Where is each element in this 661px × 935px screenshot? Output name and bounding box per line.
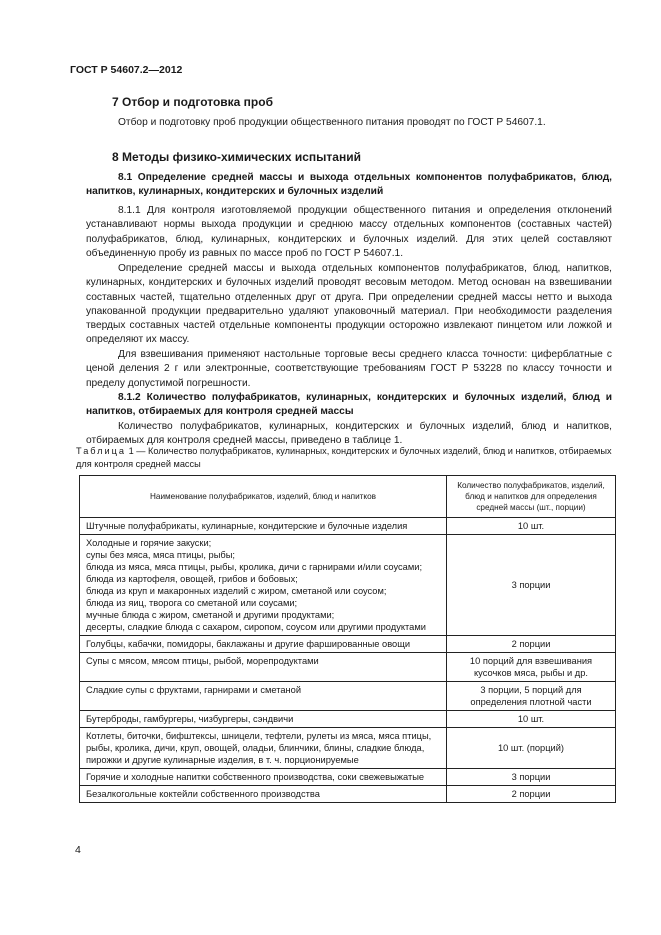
section-7-title: 7 Отбор и подготовка проб [112,95,274,109]
table-cell-name: Сладкие супы с фруктами, гарнирами и сметаной [80,682,447,711]
page-number: 4 [75,844,81,856]
table-row [80,786,616,803]
table-cell-name: Безалкогольные коктейли собственного производства [80,786,447,803]
table-row [80,728,616,769]
table-row [80,653,616,682]
table-cell-name: Голубцы, кабачки, помидоры, баклажаны и другие фаршированные овощи [80,636,447,653]
table-caption [76,445,626,471]
table-cell-quantity: 2 порции [447,636,616,653]
document-header: ГОСТ Р 54607.2—2012 [70,64,183,76]
table-row [80,682,616,711]
section-8-title: 8 Методы физико-химических испытаний [112,150,361,164]
table-cell-quantity: 2 порции [447,786,616,803]
paragraph-table-ref: Количество полуфабрикатов, кулинарных, кондитерских и булочных изделий, блюд и напитков, отбираемых для контроля средней массы, приведено в таблице 1. [86,421,612,447]
table-row [80,636,616,653]
paragraph-8-1-1: 8.1.1 Для контроля изготовляемой продукции общественного питания и определения отклонений устанавливают нормы выхода продукции и среднюю массу отдельных компонентов (составных частей) полуфабрикатов, блюд, кулинарных, кондитерских и булочных изделий. Для этих целей составляют объединенную пробу из равных по массе проб по ГОСТ Р 54607.1. [86,205,612,259]
table-caption-label: Таблица [76,446,127,456]
table-row [80,518,616,535]
table-cell-name: Котлеты, биточки, бифштексы, шницели, тефтели, рулеты из мяса, мяса птицы, рыбы, кролика, дичи, круп, овощей, оладьи, блинчики, блины, сладкие блюда, пирожки и другие кулинарные изделия, в т. ч. порционируемые [80,728,447,769]
table-cell-name: Бутерброды, гамбургеры, чизбургеры, сэндвичи [80,711,447,728]
table-cell-name: Штучные полуфабрикаты, кулинарные, кондитерские и булочные изделия [80,518,447,535]
table-caption-text: 1 — Количество полуфабрикатов, кулинарных, кондитерских и булочных изделий, блюд и напитков, отбираемых для контроля средней массы [76,446,612,469]
table-cell-quantity: 3 порции, 5 порций для определения плотной части [447,682,616,711]
table-cell-quantity: 10 порций для взвешивания кусочков мяса, рыбы и др. [447,653,616,682]
table-cell-name: Горячие и холодные напитки собственного производства, соки свежевыжатые [80,769,447,786]
table-row [80,769,616,786]
table-cell-quantity: 3 порции [447,769,616,786]
subsection-8-1-title: 8.1 Определение средней массы и выхода отдельных компонентов полуфабрикатов, блюд, напитков, кулинарных, кондитерских и булочных изделий [86,172,612,198]
table-header-quantity: Количество полуфабрикатов, изделий, блюд и напитков для определения средней массы (шт., порции) [447,476,616,518]
subsection-8-1-2-title: 8.1.2 Количество полуфабрикатов, кулинарных, кондитерских и булочных изделий, блюд и напитков, отбираемых для контроля средней массы [86,392,612,418]
table-cell-quantity: 10 шт. (порций) [447,728,616,769]
table-cell-name: Супы с мясом, мясом птицы, рыбой, морепродуктами [80,653,447,682]
table-header-name: Наименование полуфабрикатов, изделий, блюд и напитков [80,476,447,518]
paragraph-method: Определение средней массы и выхода отдельных компонентов полуфабрикатов, блюд, напитков, кулинарных, кондитерских и булочных изделий проводят весовым методом. Метод основан на взвешивании составных частей, тщательно отделенных друг от друга. При определении средней массы нетто и выхода упакованной продукции предварительно удаляют упаковочный материал. При необходимости разделения твердых составных частей отдельные компоненты продукции осторожно извлекают пинцетом или ложкой и определяют их массу. [86,263,612,346]
table-cell-name: Холодные и горячие закуски; супы без мяса, мяса птицы, рыбы; блюда из мяса, мяса птицы, рыбы, кролика, дичи с гарнирами и/или соусами; блюда из картофеля, овощей, грибов и бобовых; блюда из круп и макаронных изделий с жиром, сметаной или соусом; блюда из яиц, творога со сметаной или соусами; мучные блюда с жиром, сметаной и другими продуктами; десерты, сладкие блюда с сахаром, сиропом, соусом или другими продуктами [80,535,447,636]
section-7-text: Отбор и подготовку проб продукции общественного питания проводят по ГОСТ Р 54607.1. [118,117,546,128]
table-header-row [80,476,616,518]
quantity-table [79,475,616,803]
table-row [80,535,616,636]
table-cell-quantity: 10 шт. [447,711,616,728]
table-cell-quantity: 3 порции [447,535,616,636]
paragraph-scales: Для взвешивания применяют настольные торговые весы среднего класса точности: циферблатные с ценой деления 2 г или электронные, соответствующие требованиям ГОСТ Р 53228 по классу точности и пределу допустимой погрешности. [86,349,612,389]
table-body [80,518,616,803]
table-row [80,711,616,728]
table-cell-quantity: 10 шт. [447,518,616,535]
